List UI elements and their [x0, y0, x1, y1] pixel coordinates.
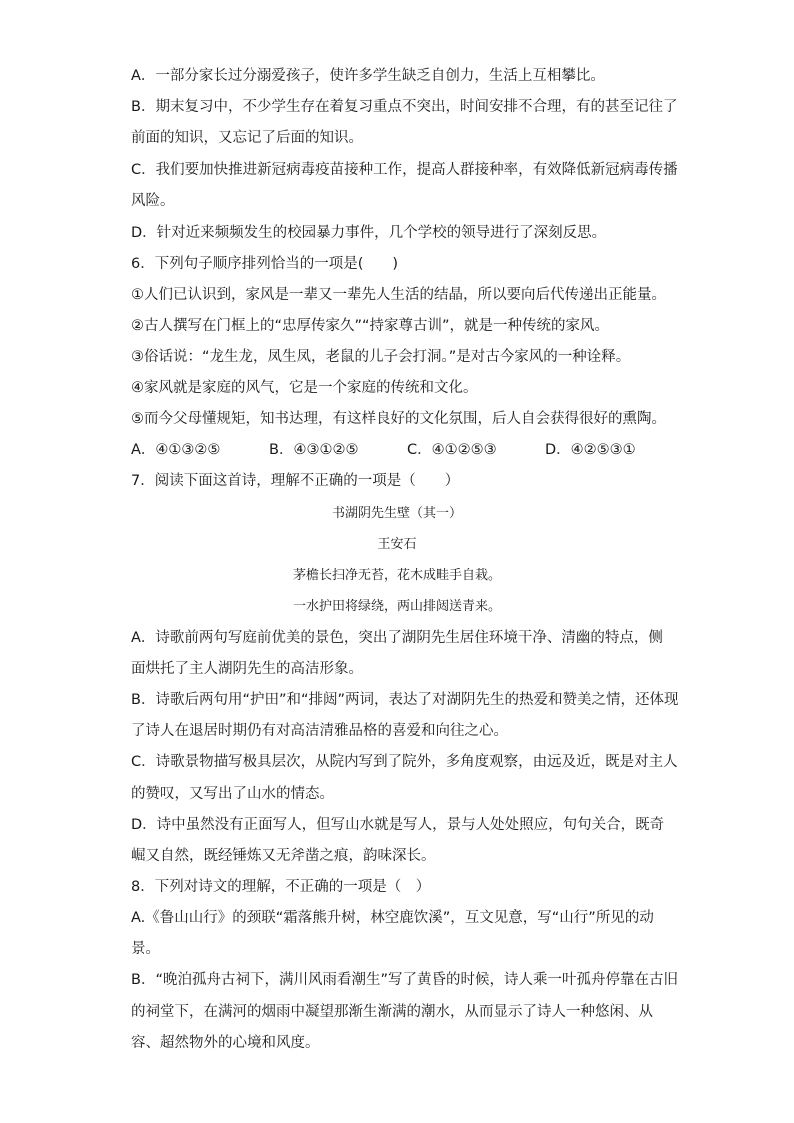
q7-option-c: C．诗歌景物描写极具层次，从院内写到了院外，多角度观察，由远及近，既是对主人 — [131, 754, 678, 770]
q6-option-a: A．④①③②⑤ — [131, 442, 221, 458]
option-b-continued: 前面的知识，又忘记了后面的知识。 — [131, 130, 363, 146]
q7-option-a-cont: 面烘托了主人湖阴先生的高洁形象。 — [131, 661, 363, 677]
poem-line-1: 茅檐长扫净无苔，花木成畦手自栽。 — [292, 568, 501, 583]
q8-option-a-cont: 景。 — [131, 941, 160, 957]
q6-option-b: B．④③①②⑤ — [269, 442, 359, 458]
q8-option-b-cont-1: 的祠堂下，在满河的烟雨中凝望那渐生渐满的潮水，从而显示了诗人一种悠闲、从 — [131, 1004, 653, 1020]
q7-option-b: B．诗歌后两句用“护田”和“排闼”两词，表达了对湖阴先生的热爱和赞美之情，还体现 — [131, 692, 679, 708]
option-a-line: A．一部分家长过分溺爱孩子，使许多学生缺乏自创力，生活上互相攀比。 — [131, 68, 605, 84]
q7-option-a: A．诗歌前两句写庭前优美的景色，突出了湖阴先生居住环境干净、清幽的特点，侧 — [131, 630, 663, 646]
q8-option-b: B．“晚泊孤舟古祠下，满川风雨看潮生”写了黄昏的时候，诗人乘一叶孤舟停靠在古旧 — [131, 972, 678, 988]
q8-option-a: A.《鲁山山行》的颈联“霜落熊升树，林空鹿饮溪”，互文见意，写“山行”所见的动 — [131, 910, 654, 926]
option-c-continued: 风险。 — [131, 193, 175, 209]
poem-title: 书湖阴先生壁（其一） — [331, 506, 462, 521]
sentence-3: ③俗话说：“龙生龙，凤生凤，老鼠的儿子会打洞。”是对古今家风的一种诠释。 — [131, 349, 631, 365]
q6-option-d: D．④②⑤③① — [545, 442, 636, 458]
q8-option-b-cont-2: 容、超然物外的心境和风度。 — [131, 1035, 320, 1051]
q7-option-b-cont: 了诗人在退居时期仍有对高洁清雅品格的喜爱和向往之心。 — [131, 723, 508, 739]
poem-author: 王安石 — [377, 537, 417, 552]
question-6-options — [131, 440, 671, 460]
poem-line-2: 一水护田将绿绕，两山排闼送青来。 — [292, 599, 501, 614]
q7-option-d-cont: 崛又自然，既经锤炼又无斧凿之痕，韵味深长。 — [131, 848, 436, 864]
q6-option-c: C．④①②⑤③ — [407, 442, 497, 458]
sentence-5: ⑤而今父母懂规矩，知书达理，有这样良好的文化氛围，后人自会获得很好的熏陶。 — [131, 411, 666, 427]
question-6-stem: 6．下列句子顺序排列恰当的一项是( ) — [131, 256, 399, 272]
question-7-stem: 7．阅读下面这首诗，理解不正确的一项是（ ） — [131, 473, 460, 489]
sentence-4: ④家风就是家庭的风气，它是一个家庭的传统和文化。 — [131, 380, 478, 396]
q7-option-c-cont: 的赞叹，又写出了山水的情态。 — [131, 786, 334, 802]
question-8-stem: 8．下列对诗文的理解，不正确的一项是（ ） — [131, 879, 431, 895]
option-d-line: D．针对近来频频发生的校园暴力事件，几个学校的领导进行了深刻反思。 — [131, 225, 607, 241]
q7-option-d: D．诗中虽然没有正面写人，但写山水就是写人，景与人处处照应，句句关合，既奇 — [131, 817, 665, 833]
option-b-line: B．期末复习中，不少学生存在着复习重点不突出，时间安排不合理，有的甚至记往了 — [131, 99, 678, 115]
sentence-2: ②古人撰写在门框上的“忠厚传家久”“持家尊古训”，就是一种传统的家风。 — [131, 318, 610, 334]
option-c-line: C．我们要加快推进新冠病毒疫苗接种工作，提高人群接种率，有效降低新冠病毒传播 — [131, 162, 678, 178]
sentence-1: ①人们已认识到，家风是一辈又一辈先人生活的结晶，所以要向后代传递出正能量。 — [131, 287, 666, 303]
